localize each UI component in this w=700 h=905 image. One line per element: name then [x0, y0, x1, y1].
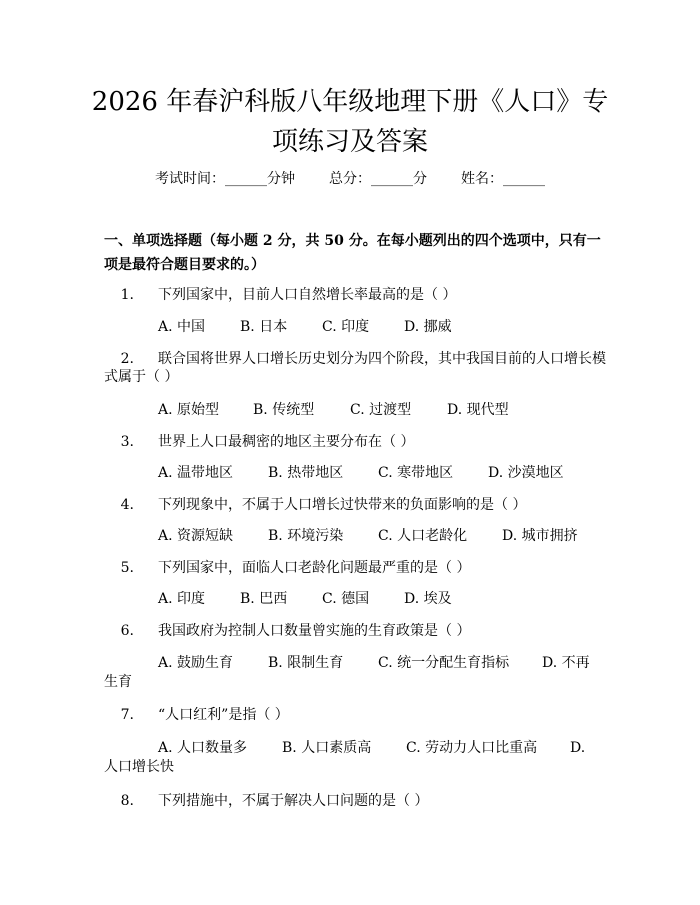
option-a: A. 原始型 [158, 402, 220, 418]
question-number: 2. [120, 351, 134, 367]
option-b: B. 人口素质高 [282, 740, 372, 756]
option-b: B. 限制生育 [268, 655, 344, 671]
question-7 [104, 703, 600, 727]
option-b: B. 巴西 [240, 591, 288, 607]
option-b: B. 传统型 [253, 402, 315, 418]
question-text: 联合国将世界人口增长历史划分为四个阶段，其中我国目前的人口增长模 [158, 351, 606, 367]
exam-meta [0, 168, 700, 188]
option-c: C. 统一分配生育指标 [378, 655, 510, 671]
question-text: 下列措施中，不属于解决人口问题的是（ ） [158, 793, 429, 809]
option-c: C. 人口老龄化 [378, 528, 468, 544]
question-number: 1. [120, 287, 134, 303]
student-name-field: 姓名：______ [461, 171, 545, 187]
question-text: “人口红利”是指（ ） [158, 707, 289, 723]
question-1 [104, 283, 600, 307]
question-number: 8. [120, 793, 134, 809]
option-d: D. 沙漠地区 [488, 465, 564, 481]
options-1 [104, 315, 600, 339]
question-4 [104, 493, 600, 517]
question-number: 4. [120, 497, 134, 513]
option-d: D. 现代型 [447, 402, 509, 418]
question-number: 7. [120, 707, 134, 723]
options-2 [104, 398, 600, 422]
option-a: A. 人口数量多 [158, 740, 248, 756]
question-number: 3. [120, 434, 134, 450]
option-c: C. 印度 [322, 319, 370, 335]
options-5 [104, 587, 600, 611]
option-a: A. 印度 [158, 591, 206, 607]
option-b: B. 热带地区 [268, 465, 344, 481]
question-2-cont: 式属于（ ） [104, 369, 179, 385]
question-text: 世界上人口最稠密的地区主要分布在（ ） [158, 434, 415, 450]
section-heading: 一、单项选择题（每小题 2 分，共 50 分。在每小题列出的四个选项中，只有一项是最符合题目要求的。） [104, 233, 601, 273]
options-4 [104, 524, 600, 548]
option-b: B. 日本 [240, 319, 288, 335]
option-a: A. 资源短缺 [158, 528, 234, 544]
options-3 [104, 461, 600, 485]
exam-time-field: 考试时间：______分钟 [155, 171, 295, 187]
option-a: A. 鼓励生育 [158, 655, 234, 671]
option-c: C. 德国 [322, 591, 370, 607]
question-text: 下列现象中，不属于人口增长过快带来的负面影响的是（ ） [158, 497, 527, 513]
options-7-cont: 人口增长快 [104, 759, 174, 775]
option-b: B. 环境污染 [268, 528, 344, 544]
option-d: D. 不再 [542, 655, 590, 671]
option-a: A. 中国 [158, 319, 206, 335]
question-text: 下列国家中，目前人口自然增长率最高的是（ ） [158, 287, 457, 303]
question-number: 6. [120, 623, 134, 639]
option-d: D. 挪威 [404, 319, 452, 335]
question-3 [104, 430, 600, 454]
question-5 [104, 556, 600, 580]
question-8 [104, 789, 600, 813]
option-c: C. 劳动力人口比重高 [406, 740, 538, 756]
options-6-cont: 生育 [104, 674, 132, 690]
question-number: 5. [120, 560, 134, 576]
option-c: C. 过渡型 [350, 402, 412, 418]
option-d: D. 城市拥挤 [502, 528, 578, 544]
question-text: 我国政府为控制人口数量曾实施的生育政策是（ ） [158, 623, 471, 639]
total-score-field: 总分：______分 [329, 171, 427, 187]
title-line-2: 项练习及答案 [271, 127, 428, 157]
option-a: A. 温带地区 [158, 465, 234, 481]
title-line-1: 2026 年春沪科版八年级地理下册《人口》专 [91, 87, 609, 117]
option-c: C. 寒带地区 [378, 465, 454, 481]
page-title [60, 82, 640, 162]
question-6 [104, 619, 600, 643]
option-d: D. 埃及 [404, 591, 452, 607]
question-text: 下列国家中，面临人口老龄化问题最严重的是（ ） [158, 560, 471, 576]
option-d: D. [570, 740, 586, 756]
